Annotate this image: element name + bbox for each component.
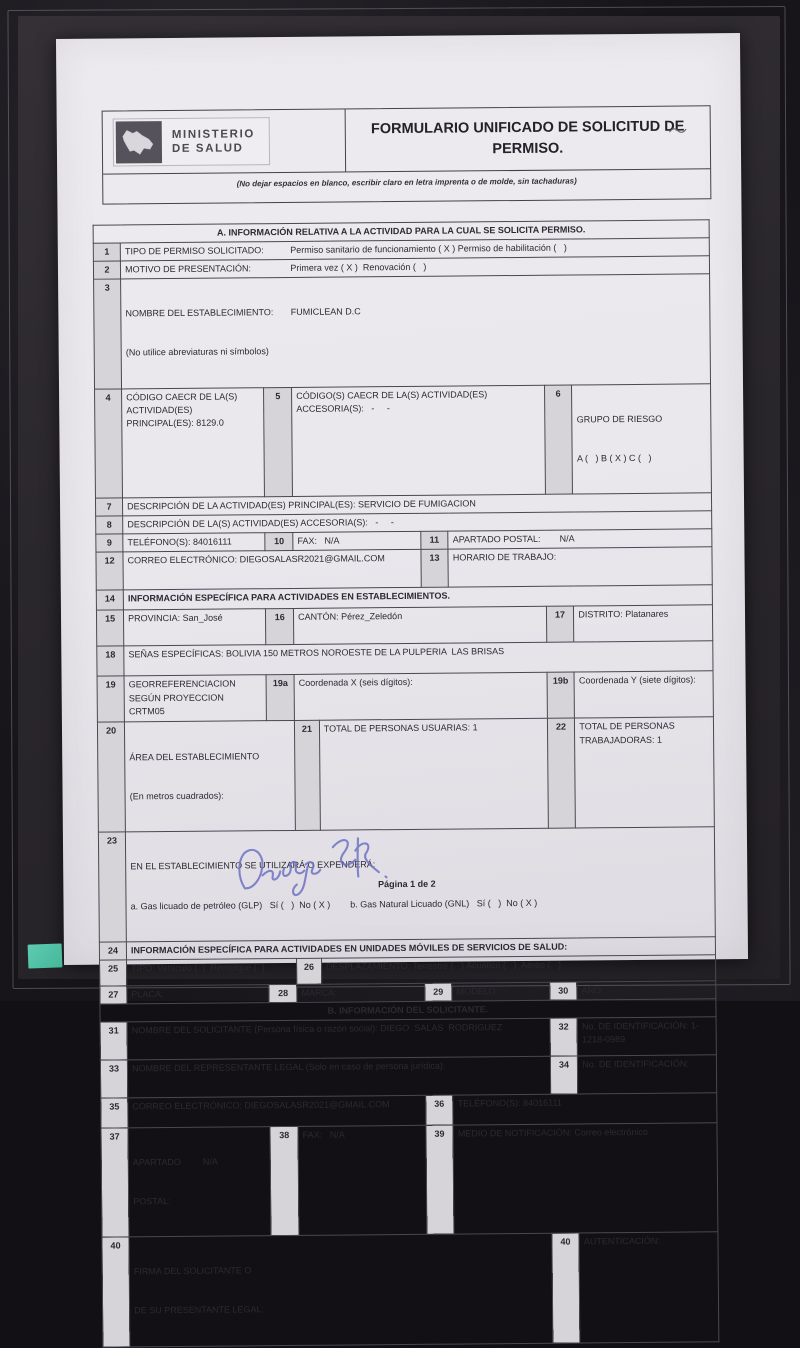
row-number: 19 [97, 676, 124, 722]
row-number: 33 [100, 1060, 127, 1098]
field-label: CORREO ELECTRÓNICO: DIEGOSALASR2021@GMAIL.COM [128, 1095, 426, 1128]
row-number: 20 [97, 722, 125, 832]
row-number: 10 [265, 533, 293, 551]
ministry-name: MINISTERIO DE SALUD [171, 127, 255, 155]
form-row-12-13 [96, 547, 712, 590]
field-note: (No utilice abreviaturas ni símbolos) [125, 346, 269, 358]
field-label: TELÉFONO(S): 84016111 [123, 533, 265, 552]
row-number: 35 [101, 1098, 128, 1128]
row-number: 21 [295, 721, 321, 831]
field-label: CANTÓN: Pérez_Zeledón [294, 607, 547, 645]
field-label: CÓDIGO CAECR DE LA(S) ACTIVIDAD(ES) PRINCIPAL(ES): 8129.0 [122, 388, 265, 499]
section-a-title: A. INFORMACIÓN RELATIVA A LA ACTIVIDAD PARA LA CUAL SE SOLICITA PERMISO. [93, 220, 709, 243]
field-label: DESCRIPCIÓN DE LA(S) ACTIVIDAD(ES) ACCESORIA(S): - - [123, 511, 712, 534]
row-number: 5 [264, 387, 293, 497]
field-label: NOMBRE DEL SOLICITANTE (Persona física o razón social): DIEGO SALAS RODRIGUEZ [127, 1018, 550, 1060]
form-row-31-32 [100, 1017, 716, 1060]
row-number: 29 [424, 983, 452, 1001]
row-number: 36 [425, 1095, 453, 1125]
field-label: FIRMA DEL SOLICITANTE O [133, 1265, 252, 1277]
costa-rica-map-icon [116, 121, 162, 163]
form-row-19 [97, 671, 713, 722]
page-footer: Página 1 de 2 [378, 878, 436, 890]
form-instructions: (No dejar espacios en blanco, escribir claro en letra imprenta o de molde, sin tachaduras) [103, 168, 710, 203]
field-label: Coordenada X (seis dígitos): [294, 673, 547, 721]
field-label: No. DE IDENTIFICACIÓN: 1-1218-0989 [577, 1017, 716, 1056]
field-label: DE SU PRESENTANTE LEGAL: [134, 1304, 265, 1316]
field-label: EN EL ESTABLECIMIENTO SE UTILIZARÁ O EXPENDERÁ: [130, 859, 376, 872]
field-label: FAX: N/A [293, 532, 421, 551]
field-label: TIPO: Vehículo ( ) Remolque ( ) [127, 958, 297, 985]
field-label: NOMBRE DEL REPRESENTANTE LEGAL (Solo en caso de persona jurídica): [127, 1056, 550, 1098]
row-number: 19a [266, 675, 294, 721]
row-number: 7 [95, 498, 122, 516]
row-number: 32 [550, 1018, 578, 1056]
field-label: No. DE IDENTIFICACIÓN: [578, 1055, 717, 1094]
field-value: Primera vez ( X ) Renovación ( ) [290, 261, 427, 274]
pen-mark [669, 126, 687, 136]
form-header [102, 105, 712, 204]
row-number: 2 [93, 261, 120, 279]
row-number: 26 [297, 958, 322, 984]
row-number: 25 [100, 960, 127, 986]
field-label: AÑO: [577, 981, 716, 1000]
row-number: 19b [547, 672, 575, 718]
row-number: 40 [552, 1233, 581, 1343]
row-number: 34 [550, 1056, 578, 1094]
row-number: 31 [100, 1022, 127, 1060]
field-label: TOTAL DE PERSONAS USUARIAS: 1 [319, 719, 548, 831]
row-number: 13 [421, 550, 449, 588]
row-number: 11 [420, 532, 448, 550]
field-label: INFORMACIÓN ESPECÍFICA PARA ACTIVIDADES EN UNIDADES MÓVILES DE SERVICIOS DE SALUD: [126, 936, 715, 959]
field-options: a. Gas licuado de petróleo (GLP) Sí ( ) No ( X ) b. Gas Natural Licuado (GNL) Sí ( ) No ( X ) [130, 897, 538, 911]
row-number: 6 [544, 385, 573, 495]
field-label: APARTADO POSTAL: [452, 534, 541, 545]
row-number: 27 [100, 986, 127, 1004]
row-number: 30 [549, 982, 577, 1000]
section-b-title: B. INFORMACIÓN DEL SOLICITANTE. [100, 999, 716, 1022]
row-number: 18 [97, 646, 124, 676]
field-label: TIPO DE PERMISO SOLICITADO: [124, 245, 264, 257]
field-label: MARCA: [297, 983, 425, 1002]
row-number: 17 [546, 606, 574, 642]
field-label: GRUPO DE RIESGO [576, 413, 663, 425]
row-number: 37 [101, 1128, 129, 1238]
field-value: Permiso sanitario de funcionamiento ( X ) Permiso de habilitación ( ) [290, 242, 567, 256]
field-value: FUMICLEAN D.C [290, 306, 361, 318]
ministry-logo [103, 109, 346, 173]
field-label: CORREO ELECTRÓNICO: DIEGOSALASR2021@GMAIL.COM [123, 550, 421, 591]
row-number: 3 [94, 279, 122, 389]
field-label: SEÑAS ESPECÍFICAS: BOLIVIA 150 METROS NOROESTE DE LA PULPERIA LAS BRISAS [124, 641, 713, 676]
row-number: 23 [98, 832, 126, 942]
row-number: 40 [102, 1237, 130, 1347]
form-row-4-5-6 [95, 384, 712, 499]
form-paper [56, 33, 748, 1316]
row-number: 38 [270, 1126, 299, 1236]
field-label: PLACA: [127, 984, 269, 1003]
field-label: DESCRIPCIÓN DE LA ACTIVIDAD(ES) PRINCIPAL(ES): SERVICIO DE FUMIGACION [123, 493, 712, 516]
form-row-33-34 [100, 1055, 716, 1098]
field-label: MEDIO DE NOTIFICACIÓN: Correo electrónico [453, 1123, 718, 1235]
field-value: N/A [559, 533, 575, 545]
row-number: 8 [96, 516, 123, 534]
teal-sticker [28, 943, 63, 968]
field-label: TELÉFONO(S): 84016111 [453, 1093, 717, 1125]
field-options: A ( ) B ( X ) C ( ) [576, 453, 652, 464]
field-value: N/A [202, 1156, 218, 1167]
row-number: 28 [269, 984, 297, 1002]
field-label: DISTRITO: Platanares [574, 605, 713, 642]
row-number: 39 [426, 1125, 455, 1235]
form-table [93, 219, 720, 1347]
field-label: MOTIVO DE PRESENTACIÓN: [125, 263, 251, 275]
field-note: (En metros cuadrados): [129, 790, 224, 802]
row-number: 9 [96, 534, 123, 552]
row-number: 14 [96, 590, 123, 610]
form-title: FORMULARIO UNIFICADO DE SOLICITUD DE PERMISO. [370, 118, 685, 158]
row-number: 12 [96, 552, 123, 590]
row-number: 4 [95, 389, 123, 499]
row-number: 16 [266, 609, 294, 645]
field-label: AUTENTICACIÓN: [579, 1232, 719, 1343]
row-number: 15 [96, 610, 123, 646]
field-label: MODELO: [452, 982, 549, 1001]
field-label: Coordenada Y (siete dígitos): [574, 671, 713, 718]
form-row-20-21-22 [97, 717, 714, 832]
row-number: 22 [547, 718, 576, 828]
field-label: GEORREFERENCIACION SEGÚN PROYECCION CRTM05 [124, 675, 267, 722]
field-label: HORARIO DE TRABAJO: [448, 547, 712, 587]
field-label: INFORMACIÓN ESPECÍFICA PARA ACTIVIDADES EN ESTABLECIMIENTOS. [123, 585, 712, 610]
field-label: NOMBRE DEL ESTABLECIMIENTO: [125, 307, 274, 319]
field-label: FAX: N/A [298, 1125, 426, 1235]
form-row-40 [102, 1232, 719, 1347]
row-number: 24 [99, 942, 126, 960]
field-label: TOTAL DE PERSONAS TRABAJADORAS: 1 [575, 717, 715, 828]
field-label: CÓDIGO(S) CAECR DE LA(S) ACTIVIDAD(ES) ACCESORIA(S): - - [292, 385, 545, 497]
field-label: POSTAL: [133, 1196, 171, 1207]
field-label: ÁREA DEL ESTABLECIMIENTO [129, 750, 260, 762]
form-row-3 [94, 274, 711, 389]
field-label: DESPLAZAMIENTO: Terrestre ( ) Acuático ( ) Aéreo ( ) [321, 955, 715, 984]
field-label: PROVINCIA: San_José [124, 609, 267, 646]
field-label: APARTADO [132, 1156, 181, 1168]
row-number: 1 [93, 243, 120, 261]
form-row-37-38-39 [101, 1123, 718, 1238]
form-row-15-16-17 [96, 605, 712, 646]
